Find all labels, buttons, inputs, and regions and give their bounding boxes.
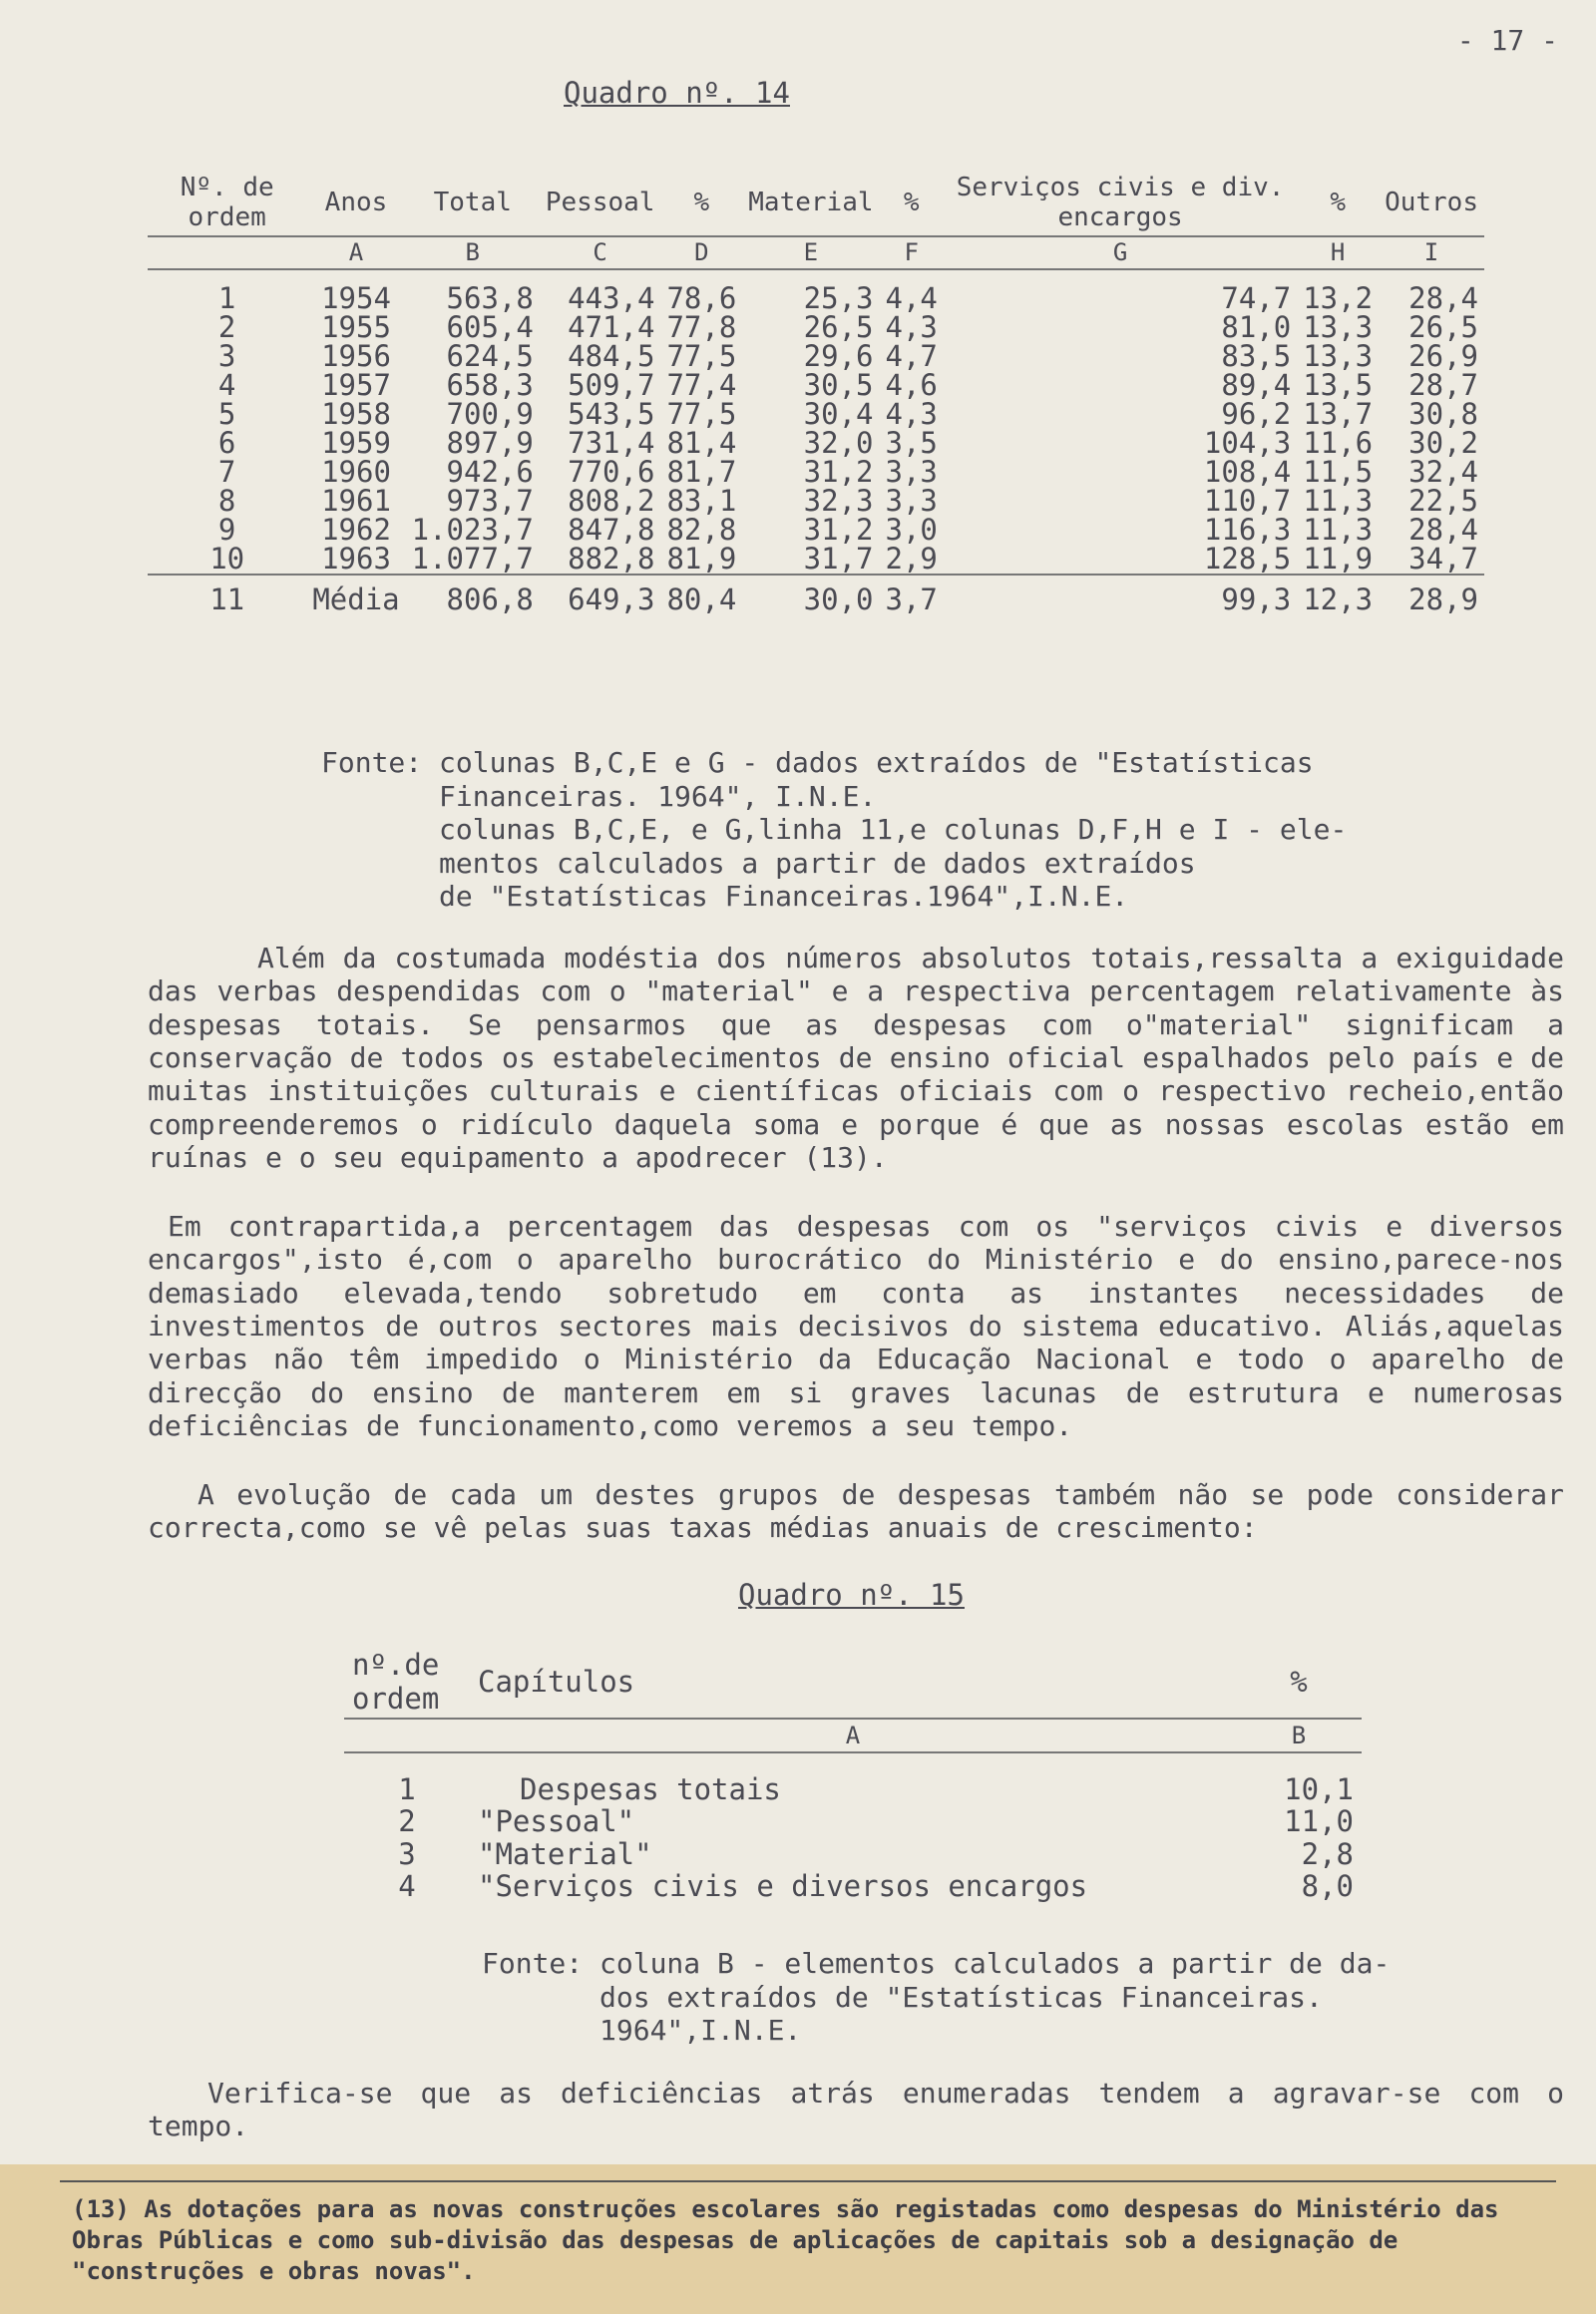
- table-cell: 6: [217, 426, 236, 461]
- table-cell: 2,8: [1301, 1836, 1354, 1871]
- table-row: [148, 284, 1484, 313]
- header-cell: %: [1297, 172, 1379, 236]
- table-cell: 8,0: [1301, 1869, 1354, 1904]
- table-cell: 11,6: [1303, 426, 1374, 461]
- table-cell: 3,0: [885, 513, 938, 548]
- table-cell: 10,1: [1284, 1772, 1354, 1806]
- quadro-14-table: [148, 172, 1484, 617]
- header-cell: nº.de ordem: [344, 1646, 470, 1719]
- table-cell: 77,5: [666, 339, 737, 374]
- table-cell: 34,7: [1408, 542, 1478, 577]
- table-cell: 1954: [321, 281, 391, 316]
- quadro-15-title: Quadro nº. 15: [738, 1578, 965, 1612]
- table-cell: 897,9: [446, 426, 534, 461]
- table-row: [148, 458, 1484, 487]
- table-cell: 13,3: [1303, 339, 1374, 374]
- table-cell: 5: [217, 397, 236, 432]
- table-cell: 1961: [321, 484, 391, 519]
- quadro-14-title: Quadro nº. 14: [564, 76, 790, 110]
- subheader-cell: F: [880, 236, 944, 270]
- table-row: [344, 1870, 1362, 1902]
- table-cell: 28,7: [1408, 368, 1478, 403]
- header-cell: Pessoal: [540, 172, 661, 236]
- subheader-cell: H: [1297, 236, 1379, 270]
- table-cell: 3,7: [880, 575, 944, 614]
- table-cell: 80,4: [660, 575, 742, 614]
- header-cell: Serviços civis e div. encargos: [944, 172, 1297, 236]
- subheader-cell: B: [406, 236, 540, 270]
- table-cell: 2: [217, 310, 236, 345]
- table-cell: 1959: [321, 426, 391, 461]
- subheader-cell: A: [470, 1719, 1236, 1752]
- table-cell: 26,9: [1408, 339, 1478, 374]
- table-cell: 77,5: [666, 397, 737, 432]
- quadro-15-table: [344, 1646, 1362, 1903]
- table-cell: 3: [217, 339, 236, 374]
- page-number: - 17 -: [1456, 24, 1558, 57]
- table-cell: 4,3: [885, 397, 938, 432]
- subheader-cell: [344, 1719, 470, 1752]
- table-row: [344, 1838, 1362, 1870]
- table-cell: 128,5: [1203, 542, 1292, 577]
- header-cell: Capítulos: [470, 1646, 1236, 1719]
- table-cell: 78,6: [666, 281, 737, 316]
- table-cell: 484,5: [568, 339, 655, 374]
- table-cell: 847,8: [568, 513, 655, 548]
- table-cell: "Pessoal": [478, 1804, 635, 1839]
- table-cell: 806,8: [406, 575, 540, 614]
- table-cell: 808,2: [568, 484, 655, 519]
- table-header-row: [344, 1646, 1362, 1719]
- table-header-row: [148, 172, 1484, 236]
- table-cell: 4,7: [885, 339, 938, 374]
- header-cell: Anos: [306, 172, 405, 236]
- table-cell: Despesas totais: [520, 1772, 781, 1806]
- table-subheader-row: [344, 1719, 1362, 1752]
- paragraph-3: A evolução de cada um destes grupos de despesas também não se pode considerar correcta,como se vê pelas suas taxas médias anuais de crescimento:: [148, 1478, 1564, 1545]
- table-cell: 89,4: [1221, 368, 1292, 403]
- table-cell: "Material": [478, 1836, 652, 1871]
- table-cell: 12,3: [1297, 575, 1379, 614]
- table-cell: 22,5: [1408, 484, 1478, 519]
- table-cell: 509,7: [568, 368, 655, 403]
- table-cell: 3,3: [885, 484, 938, 519]
- table-cell: 942,6: [446, 455, 534, 490]
- table-cell: 3,5: [885, 426, 938, 461]
- table-cell: 443,4: [568, 281, 655, 316]
- table-row: [148, 342, 1484, 371]
- table-row: [344, 1773, 1362, 1805]
- table-cell: 83,1: [666, 484, 737, 519]
- table-cell: 31,7: [803, 542, 874, 577]
- table-cell: 81,0: [1221, 310, 1292, 345]
- table-cell: 11,5: [1303, 455, 1374, 490]
- table-cell: 31,2: [803, 513, 874, 548]
- header-cell: Nº. de ordem: [148, 172, 306, 236]
- subheader-cell: D: [660, 236, 742, 270]
- table-cell: 882,8: [568, 542, 655, 577]
- table-row: [148, 545, 1484, 575]
- table-cell: 99,3: [944, 575, 1297, 614]
- table-cell: 30,8: [1408, 397, 1478, 432]
- table-cell: 32,0: [803, 426, 874, 461]
- table-row: [148, 313, 1484, 342]
- table-cell: 81,7: [666, 455, 737, 490]
- header-cell: %: [660, 172, 742, 236]
- table-cell: 30,4: [803, 397, 874, 432]
- table-cell: 605,4: [446, 310, 534, 345]
- table-cell: 11,9: [1303, 542, 1374, 577]
- table-cell: 731,4: [568, 426, 655, 461]
- table-cell: 26,5: [1408, 310, 1478, 345]
- footnote-divider: [60, 2180, 1556, 2182]
- table-cell: 11,3: [1303, 513, 1374, 548]
- table-row: [148, 400, 1484, 429]
- table-cell: 563,8: [446, 281, 534, 316]
- table-cell: 28,9: [1379, 575, 1484, 614]
- quadro-14-body: [148, 269, 1484, 617]
- header-cell: Total: [406, 172, 540, 236]
- quadro-15-source: Fonte: coluna B - elementos calculados a partir de da- dos extraídos de "Estatísticas Financeiras. 1964",I.N.E.: [482, 1947, 1391, 2048]
- table-cell: 973,7: [446, 484, 534, 519]
- table-cell: 7: [217, 455, 236, 490]
- table-cell: 2: [398, 1804, 416, 1839]
- table-cell: 104,3: [1203, 426, 1292, 461]
- table-cell: 1: [217, 281, 236, 316]
- table-cell: 77,4: [666, 368, 737, 403]
- table-cell: 77,8: [666, 310, 737, 345]
- quadro-15-body: [344, 1752, 1362, 1903]
- table-cell: 11,3: [1303, 484, 1374, 519]
- table-cell: 11: [148, 575, 306, 614]
- table-cell: 30,5: [803, 368, 874, 403]
- header-cell: Material: [742, 172, 879, 236]
- average-row: [148, 575, 1484, 614]
- table-cell: 26,5: [803, 310, 874, 345]
- table-cell: 3,3: [885, 455, 938, 490]
- table-cell: 1955: [321, 310, 391, 345]
- paragraph-1: Além da costumada modéstia dos números absolutos totais,ressalta a exiguidade das verbas despendidas com o "material" e a respectiva percentagem relativamente às despesas totais. Se pensarmos que as despesas com o"material" significam a conservação de todos os estabelecimentos de ensino oficial espalhados pelo país e de muitas instituições culturais e científicas oficiais com o respectivo recheio,então compreenderemos o ridículo daquela soma e porque é que as nossas escolas estão em ruínas e o seu equipamento a apodrecer (13).: [148, 942, 1564, 1174]
- table-cell: 96,2: [1221, 397, 1292, 432]
- table-cell: 13,3: [1303, 310, 1374, 345]
- table-cell: 108,4: [1203, 455, 1292, 490]
- subheader-cell: E: [742, 236, 879, 270]
- table-row: [148, 371, 1484, 400]
- table-cell: 8: [217, 484, 236, 519]
- table-cell: 1957: [321, 368, 391, 403]
- table-cell: 30,0: [742, 575, 879, 614]
- header-cell: Outros: [1379, 172, 1484, 236]
- table-cell: 82,8: [666, 513, 737, 548]
- quadro-14-source: Fonte: colunas B,C,E e G - dados extraídos de "Estatísticas Financeiras. 1964", I.N.E. colunas B,C,E, e G,linha 11,e colunas D,F,H e I - ele- mentos calculados a partir de dados extraídos de "Estatísticas Financeiras.1964",I.N.E.: [321, 746, 1348, 914]
- header-cell: %: [880, 172, 944, 236]
- table-cell: 10: [209, 542, 245, 577]
- table-cell: 30,2: [1408, 426, 1478, 461]
- table-subheader-row: [148, 236, 1484, 270]
- table-cell: 110,7: [1203, 484, 1292, 519]
- table-cell: 81,9: [666, 542, 737, 577]
- table-cell: 4,3: [885, 310, 938, 345]
- table-cell: 11,0: [1284, 1804, 1354, 1839]
- table-cell: 1960: [321, 455, 391, 490]
- table-cell: 1.023,7: [411, 513, 534, 548]
- table-cell: 543,5: [568, 397, 655, 432]
- table-cell: 25,3: [803, 281, 874, 316]
- table-cell: 29,6: [803, 339, 874, 374]
- table-cell: 700,9: [446, 397, 534, 432]
- table-cell: 31,2: [803, 455, 874, 490]
- table-cell: 13,5: [1303, 368, 1374, 403]
- subheader-cell: I: [1379, 236, 1484, 270]
- subheader-cell: G: [944, 236, 1297, 270]
- table-cell: 9: [217, 513, 236, 548]
- table-row: [344, 1805, 1362, 1837]
- table-cell: 3: [398, 1836, 416, 1871]
- table-cell: 1962: [321, 513, 391, 548]
- subheader-cell: A: [306, 236, 405, 270]
- table-row: [148, 429, 1484, 458]
- table-cell: 13,7: [1303, 397, 1374, 432]
- table-cell: "Serviços civis e diversos encargos: [478, 1869, 1088, 1904]
- table-cell: 4,4: [885, 281, 938, 316]
- table-cell: 74,7: [1221, 281, 1292, 316]
- table-cell: 1956: [321, 339, 391, 374]
- table-cell: 2,9: [885, 542, 938, 577]
- table-cell: 28,4: [1408, 281, 1478, 316]
- table-cell: 116,3: [1203, 513, 1292, 548]
- table-cell: 32,4: [1408, 455, 1478, 490]
- header-cell: %: [1236, 1646, 1362, 1719]
- table-cell: 1.077,7: [411, 542, 534, 577]
- spacer-row: [344, 1752, 1362, 1773]
- table-row: [148, 516, 1484, 545]
- table-cell: 1: [398, 1772, 416, 1806]
- table-row: [148, 487, 1484, 516]
- subheader-cell: C: [540, 236, 661, 270]
- subheader-cell: B: [1236, 1719, 1362, 1752]
- table-cell: 1958: [321, 397, 391, 432]
- table-cell: 13,2: [1303, 281, 1374, 316]
- closing-paragraph: Verifica-se que as deficiências atrás enumeradas tendem a agravar-se com o tempo.: [148, 2077, 1564, 2143]
- table-cell: 770,6: [568, 455, 655, 490]
- table-cell: 4: [398, 1869, 416, 1904]
- paragraph-2: Em contrapartida,a percentagem das despesas com os "serviços civis e diversos encargos",isto é,com o aparelho burocrático do Ministério e do ensino,parece-nos demasiado elevada,tendo sobretudo em conta as instantes necessidades de investimentos de outros sectores mais decisivos do sistema educativo. Aliás,aquelas verbas não têm impedido o Ministério da Educação Nacional e todo o aparelho de direcção do ensino de manterem em si graves lacunas de estrutura e numerosas deficiências de funcionamento,como veremos a seu tempo.: [148, 1210, 1564, 1442]
- footnote: (13) As dotações para as novas construções escolares são registadas como despesas do Ministério das Obras Públicas e como sub-divisão das despesas de aplicações de capitais sob a designação de "construções e obras novas".: [72, 2195, 1499, 2286]
- table-cell: 81,4: [666, 426, 737, 461]
- table-cell: 649,3: [540, 575, 661, 614]
- subheader-cell: [148, 236, 306, 270]
- table-cell: 4: [217, 368, 236, 403]
- table-cell: 1963: [321, 542, 391, 577]
- table-cell: 658,3: [446, 368, 534, 403]
- table-cell: 83,5: [1221, 339, 1292, 374]
- table-cell: 624,5: [446, 339, 534, 374]
- table-cell: Média: [306, 575, 405, 614]
- table-cell: 471,4: [568, 310, 655, 345]
- table-cell: 4,6: [885, 368, 938, 403]
- table-cell: 28,4: [1408, 513, 1478, 548]
- table-cell: 32,3: [803, 484, 874, 519]
